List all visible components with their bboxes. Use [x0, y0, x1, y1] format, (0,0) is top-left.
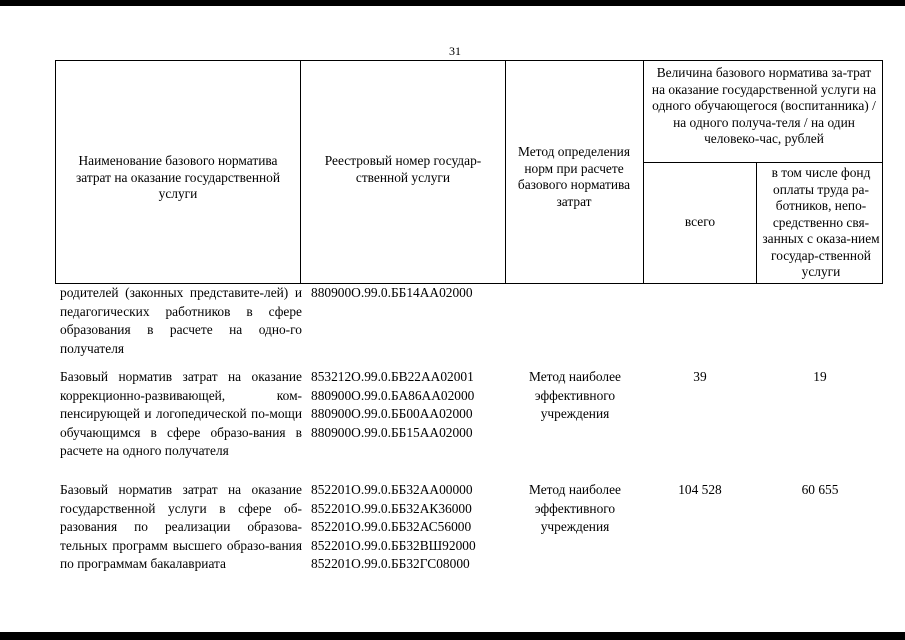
registry-code: 852201О.99.0.ББ32АА00000 — [311, 482, 473, 497]
row-method: Метод наиболее эффективного учреждения — [529, 369, 621, 421]
row-registry-codes — [311, 368, 474, 442]
scan-bottom-border — [0, 632, 905, 640]
row-name: Базовый норматив затрат на оказание коррекционно-развивающей, ком-пенсирующей и логопедической по-мощи обучающимся в сфере образо-вания в расчете на одного получателя — [60, 369, 302, 458]
row-labor-fund: 19 — [813, 369, 827, 384]
row-total: 104 528 — [678, 482, 722, 497]
row-registry-codes — [311, 284, 473, 303]
header-method: Метод определения норм при расчете базового норматива затрат — [517, 144, 631, 209]
registry-code: 852201О.99.0.ББ32АС56000 — [311, 519, 472, 534]
row-registry-codes — [311, 481, 476, 574]
row-name: Базовый норматив затрат на оказание государственной услуги в сфере об-разования по реализации образова-тельных программ высшего образо-вания по программам бакалавриата — [60, 482, 302, 571]
registry-code: 852201О.99.0.ББ32ГС08000 — [311, 556, 470, 571]
row-total: 39 — [693, 369, 707, 384]
header-labor-fund: в том числе фонд оплаты труда ра-ботников, непо-средственно свя-занных с оказа-нием государ-ственной услуги — [762, 165, 880, 279]
registry-code: 852201О.99.0.ББ32АК36000 — [311, 500, 472, 516]
row-labor-fund: 60 655 — [801, 482, 839, 497]
header-registry-number: Реестровый номер государ-ственной услуги — [324, 153, 482, 185]
scan-top-border — [0, 0, 905, 6]
header-divider — [505, 61, 506, 283]
registry-code: 852201О.99.0.ББ32ВШ92000 — [311, 537, 476, 553]
header-divider — [643, 162, 882, 163]
registry-code: 880900О.99.0.БА86АА02000 — [311, 387, 475, 403]
registry-code: 853212О.99.0.БВ22АА02001 — [311, 369, 474, 384]
page-number: 31 — [449, 44, 461, 58]
registry-code: 880900О.99.0.ББ14АА02000 — [311, 285, 473, 300]
header-divider — [300, 61, 301, 283]
header-divider — [756, 162, 757, 283]
header-divider — [643, 61, 644, 283]
header-value: Величина базового норматива за-трат на оказание государственной услуги на одного обучающегося (воспитанника) / на одного получа-теля / на один человеко-час, рублей — [651, 65, 877, 146]
row-method: Метод наиболее эффективного учреждения — [529, 482, 621, 534]
registry-code: 880900О.99.0.ББ15АА02000 — [311, 424, 473, 440]
header-total: всего — [684, 214, 716, 229]
registry-code: 880900О.99.0.ББ00АА02000 — [311, 406, 473, 421]
header-name: Наименование базового норматива затрат на оказание государственной услуги — [75, 153, 281, 201]
row-name: родителей (законных представите-лей) и педагогических работников в сфере образования в расчете на одно-го получателя — [60, 285, 302, 356]
table-header — [55, 60, 883, 284]
